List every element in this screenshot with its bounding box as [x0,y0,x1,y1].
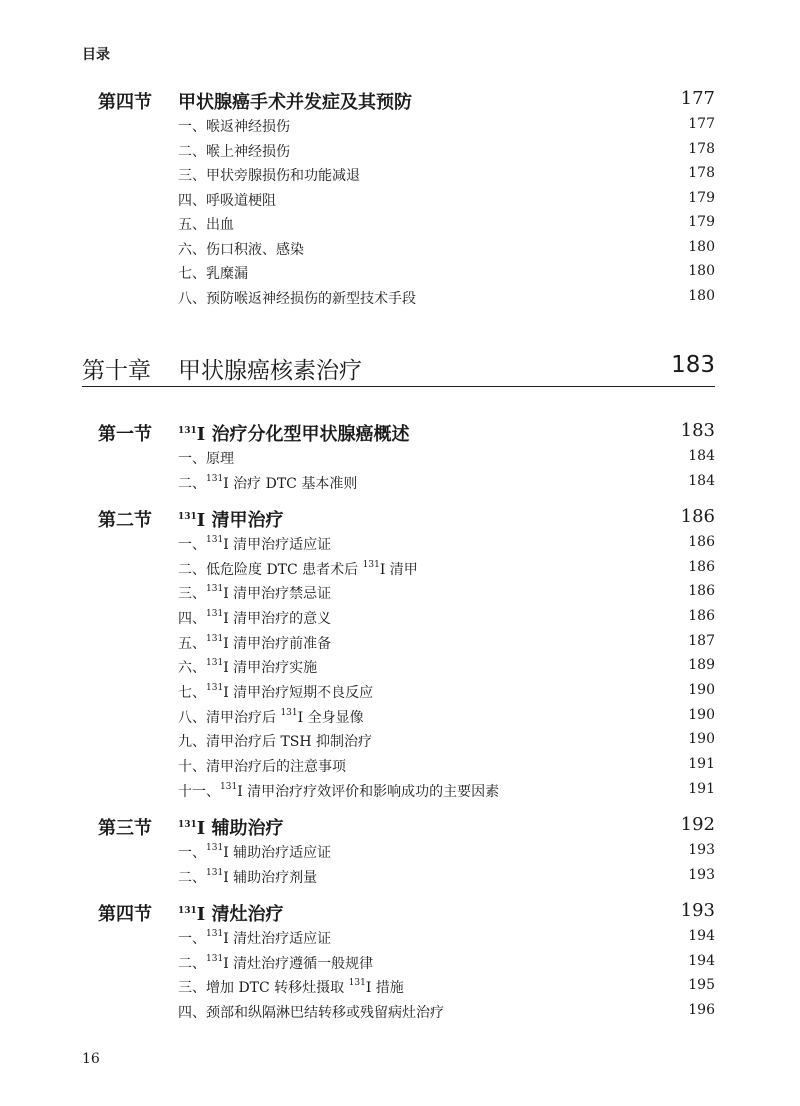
text-part: I 治疗 DTC 基本准则 [223,475,358,492]
toc-entry-title [178,534,331,554]
toc-entry[interactable] [0,633,800,655]
section-label: 第四节 [98,904,152,925]
toc-entry-page: 195 [688,977,715,994]
toc-entry[interactable] [0,608,800,630]
toc-entry-page: 194 [688,952,715,969]
section-page: 183 [680,420,715,441]
toc-entry-page: 186 [688,558,715,575]
toc-entry-title [178,707,364,727]
section-page: 192 [680,814,715,835]
section-title [178,814,283,840]
toc-entry-title [178,263,248,283]
toc-entry[interactable] [0,682,800,704]
toc-entry-page: 179 [688,189,715,206]
toc-entry-page: 190 [688,706,715,723]
isotope-superscript: 131 [206,682,224,693]
text-part: I 清甲 [379,561,418,578]
text-part: 二、 [178,955,206,972]
text-part: I 治疗分化型甲状腺癌概述 [196,424,410,445]
section-heading[interactable] [0,420,800,446]
toc-entry-title [178,682,373,702]
text-part: 六、 [178,660,206,677]
toc-entry[interactable] [0,867,800,889]
isotope-superscript: 131 [206,535,224,545]
toc-entry[interactable] [0,781,800,803]
toc-entry-title [178,608,331,628]
isotope-superscript: 131 [206,473,224,484]
text-part: 一、原理 [178,451,234,467]
text-part: 二、喉上神经损伤 [178,143,290,160]
text-part: 三、甲状旁腺损伤和功能减退 [178,168,360,185]
toc-entry-page: 177 [688,116,715,132]
chapter-title: 甲状腺癌核素治疗 [178,358,362,384]
section-label: 第二节 [98,510,152,531]
section-heading[interactable] [0,88,800,114]
toc-entry-page: 193 [688,866,715,883]
toc-entry-page: 186 [688,534,715,550]
text-part: I 清甲治疗的意义 [223,610,332,627]
toc-entry-page: 180 [688,238,715,255]
toc-entry[interactable] [0,559,800,581]
toc-entry-title [178,288,416,308]
isotope-superscript: 131 [220,781,238,792]
text-part: 二、 [178,475,206,492]
section-heading[interactable] [0,900,800,926]
section-label: 第四节 [98,92,152,113]
text-part: 四、 [178,610,206,627]
isotope-superscript: 131 [206,953,224,964]
text-part: 四、颈部和纵隔淋巴结转移或残留病灶治疗 [178,1005,444,1022]
isotope-superscript: 131 [348,978,366,989]
isotope-superscript: 131 [178,512,197,522]
toc-entry[interactable] [0,1002,800,1024]
section-title [178,900,283,926]
section-title [178,506,283,532]
toc-entry[interactable] [0,534,800,556]
toc-entry-title [178,657,317,677]
toc-entry-page: 189 [688,657,715,674]
isotope-superscript: 131 [206,633,224,644]
text-part: 七、 [178,684,206,701]
section-page: 193 [680,900,715,921]
toc-entry[interactable] [0,977,800,999]
page-number: 16 [82,1051,100,1067]
toc-entry-title [178,867,317,887]
isotope-superscript: 131 [206,608,224,619]
text-part: 五、出血 [178,217,234,234]
toc-entry[interactable] [0,953,800,975]
toc-entry[interactable] [0,731,800,753]
toc-entry-title [178,842,331,862]
toc-entry-page: 184 [688,448,715,464]
section-label: 第三节 [98,818,152,839]
isotope-superscript: 131 [178,426,197,436]
toc-entry-title [178,116,290,136]
section-title [178,420,409,446]
toc-entry-title [178,731,372,751]
text-part: I 清甲治疗适应证 [223,537,332,553]
isotope-superscript: 131 [178,906,197,916]
isotope-superscript: 131 [206,584,224,595]
section-heading[interactable] [0,506,800,532]
toc-entry-title [178,756,346,776]
toc-entry-title [178,953,373,973]
toc-entry-page: 180 [688,263,715,280]
section-page: 177 [680,88,715,109]
text-part: 八、清甲治疗后 [178,709,281,726]
toc-entry[interactable] [0,239,800,261]
toc-entry-title [178,781,499,801]
text-part: I 措施 [365,980,404,997]
toc-entry-title [178,448,234,468]
text-part: 一、 [178,931,206,947]
toc-entry-title [178,141,290,161]
text-part: 甲状腺癌手术并发症及其预防 [178,92,412,113]
text-part: 三、 [178,586,206,603]
section-title [178,88,412,114]
chapter-heading[interactable] [82,352,715,387]
text-part: I 全身显像 [297,709,364,726]
toc-entry-title [178,165,360,185]
text-part: I 清灶治疗遵循一般规律 [223,955,374,972]
text-part: I 清甲治疗疗效评价和影响成功的主要因素 [237,783,500,800]
text-part: 十、清甲治疗后的注意事项 [178,758,346,775]
running-header: 目录 [82,47,110,63]
isotope-superscript: 131 [178,820,197,830]
toc-entry-title [178,214,234,234]
toc-entry-title [178,928,331,948]
toc-entry-title [178,239,304,259]
toc-entry-title [178,1002,444,1022]
text-part: I 辅助治疗 [196,818,284,839]
text-part: 九、清甲治疗后 TSH 抑制治疗 [178,734,373,751]
toc-entry-page: 191 [688,780,715,797]
toc-entry-page: 194 [688,928,715,944]
text-part: 二、 [178,869,206,886]
toc-entry-title [178,559,418,579]
text-part: 五、 [178,635,206,652]
text-part: I 清灶治疗适应证 [223,931,332,947]
toc-entry-page: 196 [688,1002,715,1019]
text-part: I 清甲治疗 [196,510,284,531]
isotope-superscript: 131 [362,559,380,570]
toc-entry[interactable] [0,190,800,212]
text-part: 十一、 [178,783,220,800]
toc-entry[interactable] [0,116,800,138]
text-part: I 清甲治疗禁忌证 [223,586,332,603]
toc-entry[interactable] [0,165,800,187]
toc-entry[interactable] [0,263,800,285]
section-heading[interactable] [0,814,800,840]
toc-entry[interactable] [0,214,800,236]
toc-entry-page: 186 [688,607,715,624]
toc-entry-page: 190 [688,731,715,748]
toc-entry-page: 187 [688,632,715,649]
chapter-label: 第十章 [82,358,151,384]
text-part: 一、 [178,845,206,861]
toc-entry-page: 178 [688,140,715,157]
isotope-superscript: 131 [206,929,224,939]
toc-entry-title [178,633,331,653]
section-page: 186 [680,506,715,527]
toc-entry-page: 190 [688,681,715,698]
toc-entry[interactable] [0,473,800,495]
text-part: 六、伤口积液、感染 [178,241,304,258]
text-part: 一、喉返神经损伤 [178,119,290,135]
isotope-superscript: 131 [206,867,224,878]
text-part: I 清灶治疗 [196,904,284,925]
text-part: 四、呼吸道梗阻 [178,192,276,209]
text-part: 三、增加 DTC 转移灶摄取 [178,980,349,997]
text-part: I 辅助治疗适应证 [223,845,332,861]
text-part: 一、 [178,537,206,553]
text-part: 二、低危险度 DTC 患者术后 [178,561,363,578]
toc-entry-page: 186 [688,583,715,600]
text-part: 八、预防喉返神经损伤的新型技术手段 [178,290,416,307]
toc-entry-page: 178 [688,165,715,182]
toc-entry-title [178,190,276,210]
isotope-superscript: 131 [280,707,298,718]
isotope-superscript: 131 [206,658,224,669]
toc-entry[interactable] [0,583,800,605]
section-label: 第一节 [98,424,152,445]
chapter-page: 183 [671,352,715,378]
isotope-superscript: 131 [206,843,224,853]
toc-entry-page: 184 [688,472,715,489]
toc-entry[interactable] [0,842,800,864]
toc-entry-title [178,977,404,997]
toc-entry-page: 193 [688,842,715,858]
toc-entry-page: 179 [688,214,715,231]
toc-entry[interactable] [0,928,800,950]
text-part: I 清甲治疗实施 [223,660,318,677]
toc-entry-page: 180 [688,287,715,304]
toc-entry[interactable] [0,448,800,470]
text-part: 七、乳糜漏 [178,266,248,283]
toc-entry-title [178,473,357,493]
toc-entry[interactable] [0,657,800,679]
toc-entry[interactable] [0,756,800,778]
text-part: I 清甲治疗前准备 [223,635,332,652]
toc-entry[interactable] [0,707,800,729]
toc-entry-title [178,583,331,603]
toc-entry[interactable] [0,288,800,310]
text-part: I 清甲治疗短期不良反应 [223,684,374,701]
toc-entry-page: 191 [688,755,715,772]
toc-entry[interactable] [0,141,800,163]
text-part: I 辅助治疗剂量 [223,869,318,886]
